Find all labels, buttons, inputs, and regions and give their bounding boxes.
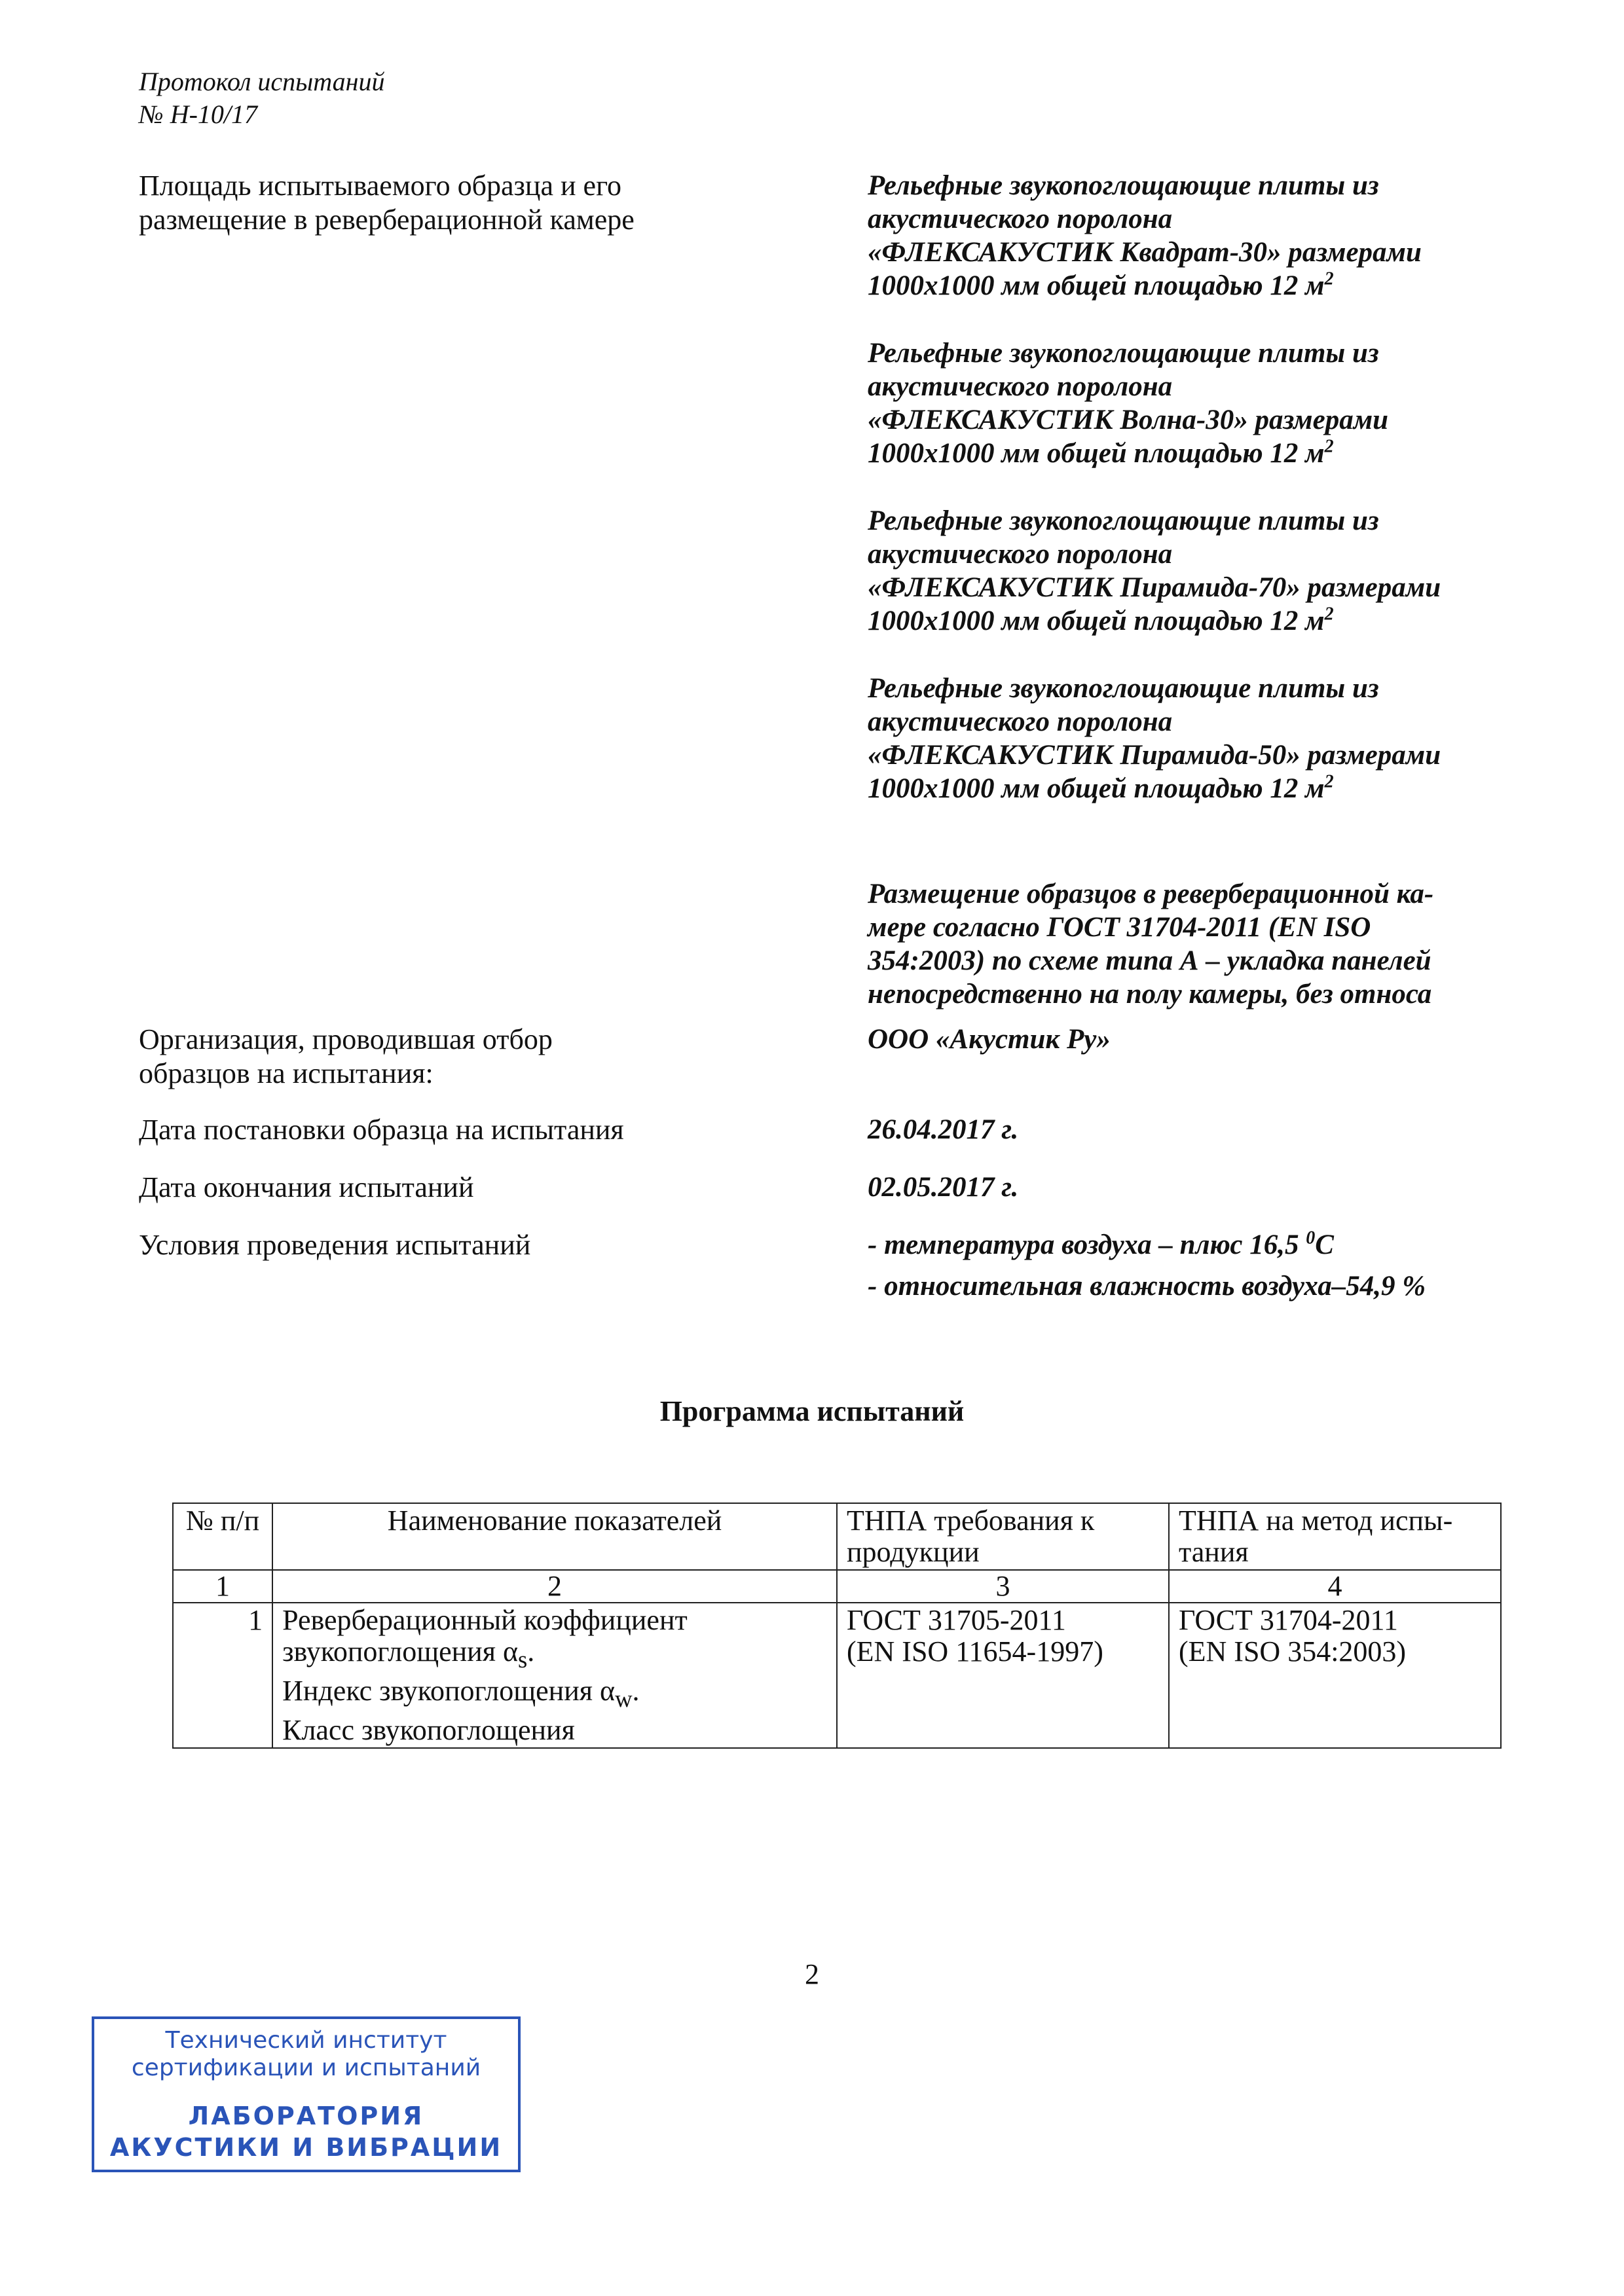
sample-line [868,772,1562,805]
start-date-label: Дата постановки образца на испытания [139,1114,624,1146]
temperature-unit: С [1315,1230,1334,1260]
area-value [868,169,1562,1011]
col-number-cell: 3 [837,1570,1169,1603]
stamp-line: Технический институт [165,2027,447,2054]
sample-line: «ФЛЕКСАКУСТИК Пирамида-70» размерами [868,572,1441,603]
method-line: ГОСТ 31704-2011 [1178,1604,1398,1636]
sample-block [868,337,1562,470]
end-date-label: Дата окончания испытаний [139,1171,474,1203]
sample-line: Рельефные звукопоглощающие плиты из [868,673,1379,704]
degree-sup: 0 [1306,1228,1316,1248]
indicator-line: Класс звукопоглощения [282,1713,575,1746]
sample-line: акустического поролона [868,204,1173,234]
stamp-line: ЛАБОРАТОРИЯ [188,2102,424,2130]
subscript: s [518,1645,528,1673]
sample-block [868,169,1562,302]
sample-area-text: 1000х1000 мм общей площадью 12 м [868,773,1325,804]
superscript: 2 [1324,268,1334,289]
placement-line: Размещение образцов в реверберационной ка- [868,879,1434,909]
conditions-label: Условия проведения испытаний [139,1229,531,1261]
laboratory-stamp [92,2016,521,2172]
conditions-value [868,1228,1562,1303]
indicator-text: Индекс звукопоглощения α [282,1674,616,1707]
sample-line: Рельефные звукопоглощающие плиты из [868,170,1379,201]
sample-line: «ФЛЕКСАКУСТИК Пирамида-50» размерами [868,740,1441,771]
header-cell: ТНПА требования к продукции [837,1503,1169,1570]
header-cell: Наименование показателей [272,1503,837,1570]
sample-area-text: 1000х1000 мм общей площадью 12 м [868,270,1325,301]
method-cell [1169,1603,1501,1748]
requirement-line: ГОСТ 31705-2011 [846,1604,1066,1636]
protocol-title: Протокол испытаний [139,67,385,96]
placement-line: мере согласно ГОСТ 31704-2011 (EN ISO [868,912,1371,943]
col-number-cell: 1 [173,1570,272,1603]
row-number-cell: 1 [173,1603,272,1748]
placement-block [868,877,1562,1011]
sample-line [868,269,1562,302]
protocol-number: № Н-10/17 [139,100,258,129]
protocol-header [139,65,384,131]
header-cell: ТНПА на метод испы-тания [1169,1503,1501,1570]
humidity-line: - относительная влажность воздуха–54,9 % [868,1271,1426,1302]
placement-line: непосредственно на полу камеры, без относа [868,979,1432,1010]
sample-line: «ФЛЕКСАКУСТИК Волна-30» размерами [868,405,1389,435]
area-label: Площадь испытываемого образца и его размещение в реверберационной камере [139,170,635,236]
stamp-line: сертификации и испытаний [131,2054,481,2081]
org-label: Организация, проводившая отбор образцов на испытания: [139,1023,553,1089]
sample-line: «ФЛЕКСАКУСТИК Квадрат-30» размерами [868,237,1422,268]
superscript: 2 [1324,604,1334,625]
indicator-text: Реверберационный коэффициент звукопоглощения α [282,1604,688,1667]
indicator-name-cell [272,1603,837,1748]
sample-line: акустического поролона [868,371,1173,402]
table-header-row [173,1503,1501,1570]
sample-block [868,672,1562,805]
org-value: ООО «Акустик Ру» [868,1024,1111,1055]
sample-line: акустического поролона [868,706,1173,737]
sample-area-text: 1000х1000 мм общей площадью 12 м [868,438,1325,469]
sample-area-text: 1000х1000 мм общей площадью 12 м [868,606,1325,636]
superscript: 2 [1324,771,1334,792]
temperature-line [868,1228,1562,1262]
header-cell: № п/п [173,1503,272,1570]
stamp-line: АКУСТИКИ И ВИБРАЦИИ [109,2133,503,2162]
program-title: Программа испытаний [659,1395,965,1427]
indicator-line: Реверберационный коэффициент звукопоглощения $\alpha_s$. [282,1604,688,1673]
sample-line: Рельефные звукопоглощающие плиты из [868,505,1379,536]
sample-block [868,504,1562,638]
end-date-value: 02.05.2017 г. [868,1172,1019,1203]
superscript: 2 [1324,436,1334,457]
sample-line [868,604,1562,638]
sample-line [868,437,1562,470]
temperature-text: - температура воздуха – плюс 16,5 [868,1230,1306,1260]
requirement-cell [837,1603,1169,1748]
method-line: (EN ISO 354:2003) [1178,1635,1407,1667]
col-number-cell: 2 [272,1570,837,1603]
start-date-value: 26.04.2017 г. [868,1114,1019,1145]
col-number-cell: 4 [1169,1570,1501,1603]
placement-line: 354:2003) по схеме типа А – укладка панелей [868,945,1431,976]
page-number: 2 [805,1958,819,1990]
subscript: w [615,1685,633,1712]
table-row [173,1603,1501,1748]
program-table [172,1503,1502,1749]
indicator-line: Индекс звукопоглощения $\alpha_w$. [282,1674,640,1712]
sample-line: Рельефные звукопоглощающие плиты из [868,338,1379,369]
requirement-line: (EN ISO 11654-1997) [846,1635,1103,1667]
table-number-row [173,1570,1501,1603]
sample-line: акустического поролона [868,539,1173,570]
